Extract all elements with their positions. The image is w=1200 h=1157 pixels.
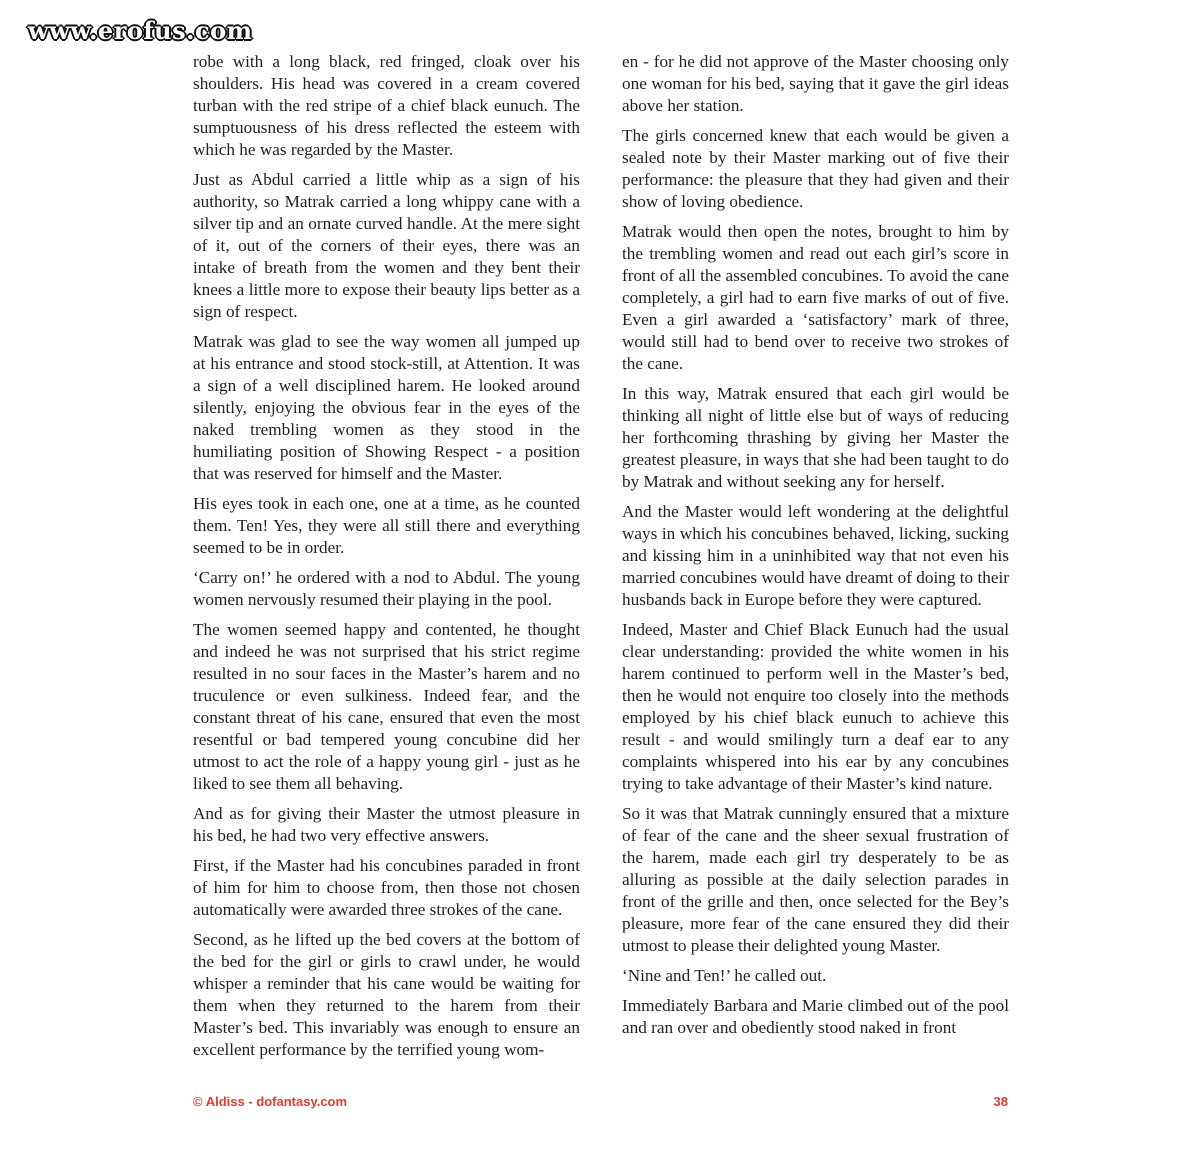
page-number: 38 <box>993 1094 1008 1109</box>
paragraph: First, if the Master had his concubines paraded in front of him for him to choose from, then those not chosen automatically were awarded three strokes of the cane. <box>193 856 580 919</box>
paragraph: So it was that Matrak cunningly ensured that a mixture of fear of the cane and the sheer sexual frustration of the harem, made each girl try desperately to be as alluring as possible at the daily selection parades in front of the grille and then, once selected for the Bey’s pleasure, more fear of the cane ensured they did their utmost to please their delighted young Master. <box>622 804 1009 955</box>
paragraph: Just as Abdul carried a little whip as a sign of his authority, so Matrak carried a long whippy cane with a silver tip and an ornate curved handle. At the mere sight of it, out of the corners of their eyes, there was an intake of breath from the women and they bent their knees a little more to expose their beauty lips better as a sign of respect. <box>193 170 580 321</box>
paragraph: ‘Nine and Ten!’ he called out. <box>622 966 827 985</box>
paragraph: en - for he did not approve of the Master choosing only one woman for his bed, saying that it gave the girl ideas above her station. <box>622 52 1009 115</box>
paragraph: Matrak was glad to see the way women all jumped up at his entrance and stood stock-still, at Attention. It was a sign of a well disciplined harem. He looked around silently, enjoying the obvious fear in the eyes of the naked trembling women as they stood in the humiliating position of Showing Respect - a position that was reserved for himself and the Master. <box>193 332 580 483</box>
paragraph: Indeed, Master and Chief Black Eunuch had the usual clear understanding: provided the white women in his harem continued to perform well in the Master’s bed, then he would not enquire too closely into the methods employed by his chief black eunuch to achieve this result - and would smilingly turn a deaf ear to any complaints whispered into his ear by any concubines trying to take advantage of their Master’s kind nature. <box>622 620 1009 793</box>
footer-credit: © Aldiss - dofantasy.com <box>193 1094 348 1109</box>
watermark: www.erofus.com <box>28 16 253 45</box>
paragraph: His eyes took in each one, one at a time, as he counted them. Ten! Yes, they were all still there and everything seemed to be in order. <box>193 494 580 557</box>
paragraph: The women seemed happy and contented, he thought and indeed he was not surprised that his strict regime resulted in no sour faces in the Master’s harem and no truculence or even sulkiness. Indeed fear, and the constant threat of his cane, ensured that even the most resentful or bad tempered young concubine did her utmost to act the role of a happy young girl - just as he liked to see them all behaving. <box>193 620 580 793</box>
left-column <box>193 51 580 1069</box>
paragraph: Immediately Barbara and Marie climbed out of the pool and ran over and obediently stood naked in front <box>622 996 1009 1037</box>
paragraph: Matrak would then open the notes, brought to him by the trembling women and read out each girl’s score in front of all the assembled concubines. To avoid the cane completely, a girl had to earn five marks of out of five. Even a girl awarded a ‘satisfactory’ mark of three, would still had to bend over to receive two strokes of the cane. <box>622 222 1009 373</box>
paragraph: robe with a long black, red fringed, cloak over his shoulders. His head was covered in a cream covered turban with the red stripe of a chief black eunuch. The sumptuousness of his dress reflected the esteem with which he was regarded by the Master. <box>193 52 580 159</box>
right-column <box>622 51 1009 1047</box>
paragraph: In this way, Matrak ensured that each girl would be thinking all night of little else but of ways of reducing her forthcoming thrashing by giving her Master the greatest pleasure, in ways that she had been taught to do by Matrak and without seeking any for herself. <box>622 384 1009 491</box>
paragraph: And as for giving their Master the utmost pleasure in his bed, he had two very effective answers. <box>193 804 580 845</box>
paragraph: Second, as he lifted up the bed covers at the bottom of the bed for the girl or girls to crawl under, he would whisper a reminder that his cane would be waiting for them when they returned to the harem from their Master’s bed. This invariably was enough to ensure an excellent performance by the terrified young wom- <box>193 930 580 1059</box>
paragraph: ‘Carry on!’ he ordered with a nod to Abdul. The young women nervously resumed their playing in the pool. <box>193 568 580 609</box>
paragraph: And the Master would left wondering at the delightful ways in which his concubines behaved, licking, sucking and kissing him in a uninhibited way that not even his married concubines would have dreamt of doing to their husbands back in Europe before they were captured. <box>622 502 1009 609</box>
paragraph: The girls concerned knew that each would be given a sealed note by their Master marking out of five their performance: the pleasure that they had given and their show of loving obedience. <box>622 126 1009 211</box>
